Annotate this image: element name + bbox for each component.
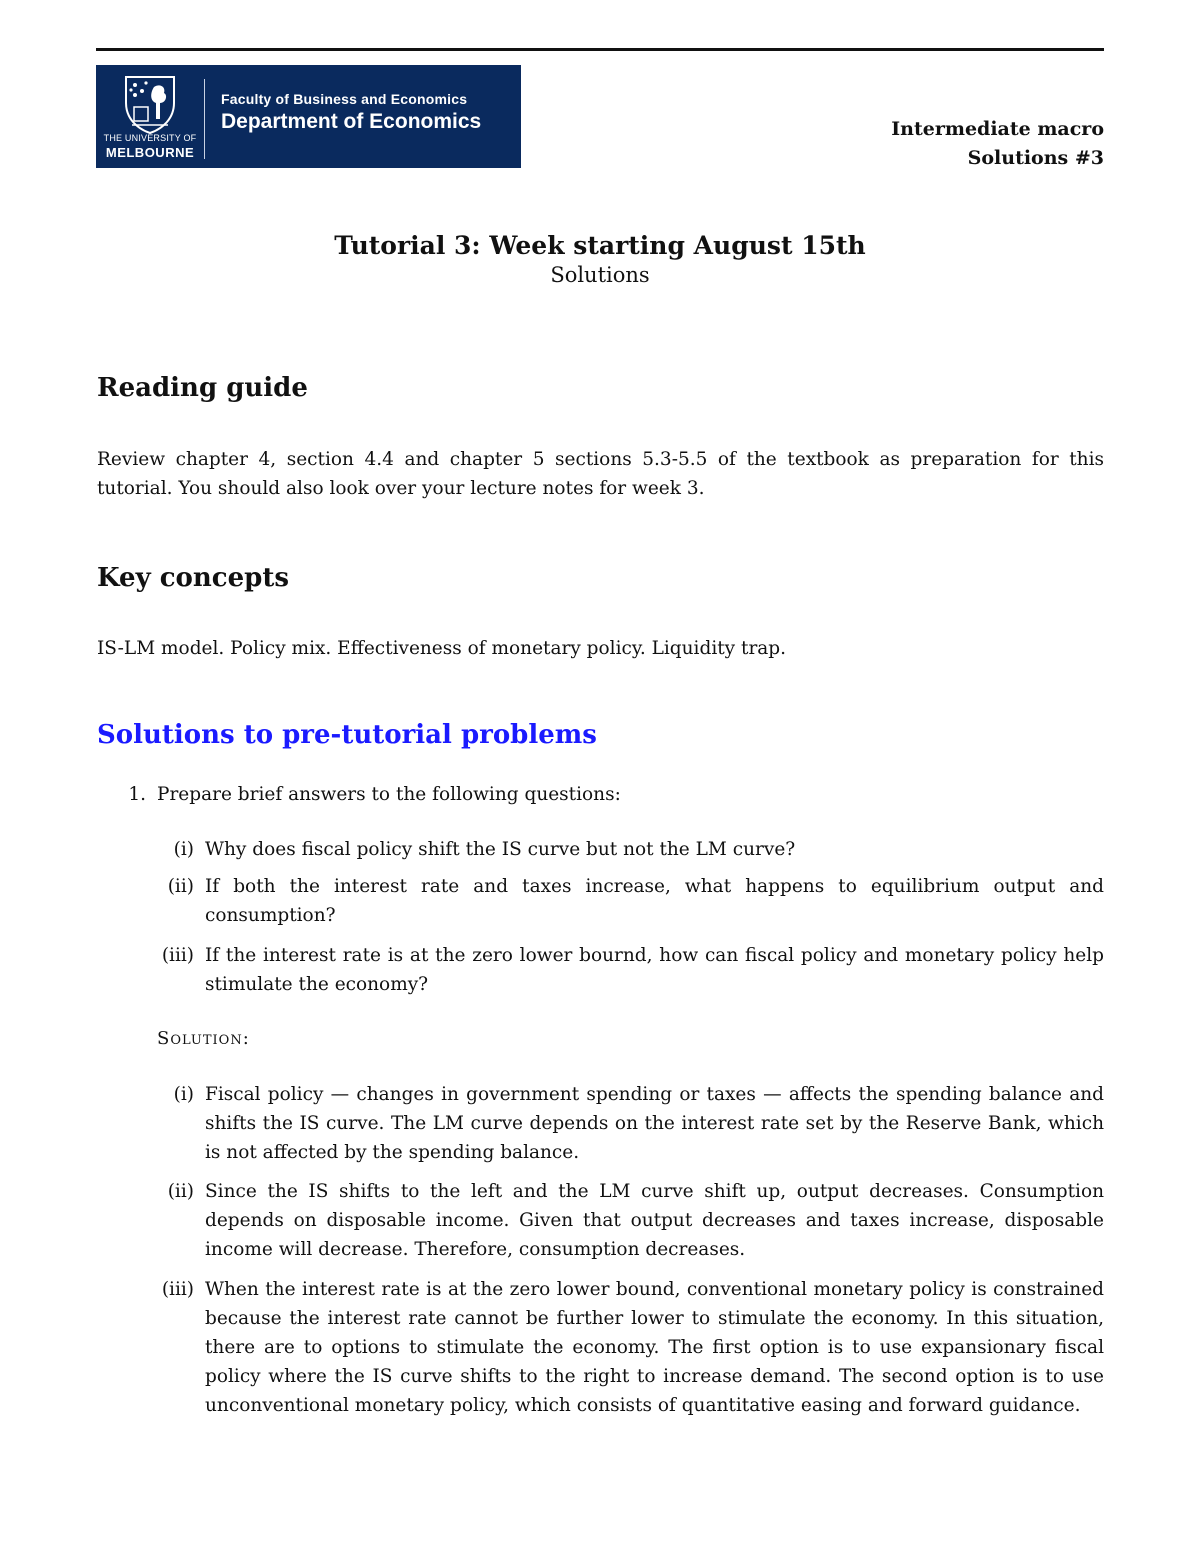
answer-text: Fiscal policy — changes in government spending or taxes — affects the spending balance and shifts the IS curve. The LM curve depends on the interest rate set by the Reserve Bank, which is not affected by the spending balance. — [205, 1084, 1104, 1163]
question-number: (i) — [173, 839, 194, 860]
pre-tutorial-heading: Solutions to pre-tutorial problems — [97, 720, 597, 750]
university-name-line1: THE UNIVERSITY OF — [103, 133, 197, 143]
answer-text: When the interest rate is at the zero lower bound, conventional monetary policy is constrained because the interest rate cannot be further lower to stimulate the economy. In this situation, there are to options to stimulate the economy. The first option is to use expansionary fiscal policy where the IS curve shifts to the right to increase demand. The second option is to use unconventional monetary policy, which consists of quantitative easing and forward guidance. — [205, 1279, 1104, 1416]
logo-divider — [204, 79, 205, 159]
reading-guide-text: Review chapter 4, section 4.4 and chapter 5 sections 5.3-5.5 of the textbook as preparation for this tutorial. You should also look over your lecture notes for week 3. — [97, 449, 1104, 499]
problem-number: 1. — [128, 784, 146, 805]
question-number: (ii) — [167, 876, 194, 897]
question-text: If both the interest rate and taxes increase, what happens to equilibrium output and consumption? — [205, 876, 1104, 926]
key-concepts-text: IS-LM model. Policy mix. Effectiveness of monetary policy. Liquidity trap. — [97, 638, 787, 659]
answer-number: (ii) — [167, 1181, 194, 1202]
answer-number: (iii) — [161, 1279, 194, 1300]
solution-label: Solution: — [157, 1028, 250, 1049]
crest-block — [96, 65, 204, 168]
problem-text: Prepare brief answers to the following questions: — [157, 784, 621, 805]
question-number: (iii) — [161, 945, 194, 966]
reading-guide-heading: Reading guide — [97, 373, 308, 403]
answer-number: (i) — [173, 1084, 194, 1105]
page-subtitle: Solutions — [550, 263, 650, 287]
answer-text: Since the IS shifts to the left and the LM curve shift up, output decreases. Consumption depends on disposable income. Given that output decreases and taxes increase, disposable income will decrease. Therefore, consumption decreases. — [205, 1181, 1104, 1260]
page-title: Tutorial 3: Week starting August 15th — [334, 231, 866, 260]
key-concepts-heading: Key concepts — [97, 563, 290, 593]
course-name: Intermediate macro — [891, 118, 1104, 140]
question-text: If the interest rate is at the zero lower bournd, how can fiscal policy and monetary policy help stimulate the economy? — [205, 945, 1104, 995]
university-logo — [96, 65, 521, 168]
department-name: Department of Economics — [221, 110, 482, 133]
top-rule — [96, 48, 1104, 51]
faculty-name: Faculty of Business and Economics — [221, 91, 468, 107]
question-text: Why does fiscal policy shift the IS curve but not the LM curve? — [205, 839, 796, 860]
university-crest-icon — [120, 73, 180, 135]
university-name-line2: MELBOURNE — [105, 145, 195, 160]
document-number: Solutions #3 — [967, 147, 1104, 169]
